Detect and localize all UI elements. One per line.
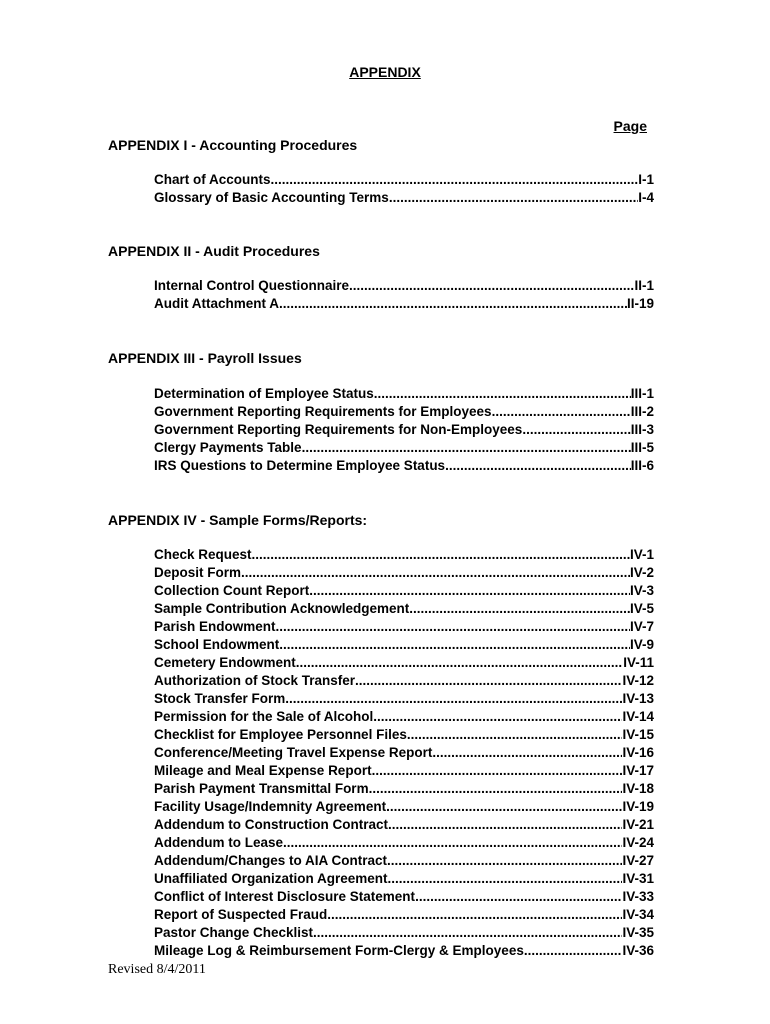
toc-entry	[154, 457, 654, 475]
toc-entry-page: III-2	[630, 404, 654, 419]
dot-leader	[276, 618, 630, 636]
dot-leader	[369, 780, 623, 798]
toc-entry-title: Addendum to Lease	[154, 835, 284, 850]
toc-entry-page: IV-14	[622, 709, 654, 724]
toc-entry-page: III-1	[630, 386, 654, 401]
toc-entry	[154, 870, 654, 888]
toc-entry	[154, 780, 654, 798]
revision-footer: Revised 8/4/2011	[108, 962, 206, 977]
dot-leader	[349, 277, 634, 295]
dot-leader	[387, 852, 622, 870]
dot-leader	[415, 888, 622, 906]
toc-entry-title: Parish Payment Transmittal Form	[154, 781, 369, 796]
dot-leader	[309, 582, 630, 600]
toc-entry-title: Deposit Form	[154, 565, 242, 580]
toc-entry	[154, 421, 654, 439]
toc-entry-title: Mileage Log & Reimbursement Form-Clergy & Employees	[154, 943, 524, 958]
dot-leader	[388, 870, 623, 888]
toc-entry	[154, 816, 654, 834]
toc-entry	[154, 888, 654, 906]
section-heading-3: APPENDIX III - Payroll Issues	[108, 350, 302, 366]
dot-leader	[409, 600, 630, 618]
toc-entry-page: IV-34	[622, 907, 654, 922]
dot-leader	[283, 834, 622, 852]
toc-entry-title: Internal Control Questionnaire	[154, 278, 350, 293]
toc-entry-page: IV-13	[622, 691, 654, 706]
toc-entry-page: III-6	[630, 458, 654, 473]
toc-entry	[154, 600, 654, 618]
toc-entry	[154, 798, 654, 816]
toc-entry-page: IV-11	[623, 655, 654, 670]
toc-entry	[154, 295, 654, 313]
toc-entry-page: IV-7	[629, 619, 654, 634]
dot-leader	[492, 403, 631, 421]
toc-entry-title: Unaffiliated Organization Agreement	[154, 871, 388, 886]
dot-leader	[373, 708, 622, 726]
dot-leader	[372, 762, 623, 780]
toc-entry-page: IV-16	[622, 745, 654, 760]
toc-entry-page: IV-17	[622, 763, 654, 778]
toc-entry	[154, 546, 654, 564]
toc-entry	[154, 171, 654, 189]
toc-entry-page: IV-24	[622, 835, 654, 850]
toc-entry-page: IV-15	[622, 727, 654, 742]
toc-list-1	[154, 171, 654, 207]
toc-entry-title: Government Reporting Requirements for Non-Employees	[154, 422, 523, 437]
dot-leader	[389, 189, 638, 207]
dot-leader	[296, 654, 623, 672]
toc-entry-title: Cemetery Endowment	[154, 655, 296, 670]
toc-entry-page: IV-9	[629, 637, 654, 652]
dot-leader	[386, 798, 622, 816]
toc-entry-page: IV-18	[622, 781, 654, 796]
toc-entry-title: Government Reporting Requirements for Employees	[154, 404, 492, 419]
toc-entry-page: III-3	[630, 422, 654, 437]
toc-entry-page: IV-1	[629, 547, 654, 562]
toc-entry-title: Conflict of Interest Disclosure Statement	[154, 889, 416, 904]
toc-entry-page: IV-2	[629, 565, 654, 580]
toc-entry-title: Check Request	[154, 547, 252, 562]
toc-entry	[154, 942, 654, 960]
toc-entry	[154, 403, 654, 421]
toc-entry-title: IRS Questions to Determine Employee Status	[154, 458, 446, 473]
toc-entry	[154, 690, 654, 708]
page-title: APPENDIX	[349, 64, 421, 80]
toc-entry	[154, 726, 654, 744]
toc-entry-title: Chart of Accounts	[154, 172, 271, 187]
toc-entry-title: Audit Attachment A	[154, 296, 279, 311]
toc-entry-page: III-5	[630, 440, 654, 455]
toc-entry-page: IV-35	[622, 925, 654, 940]
toc-entry-page: IV-12	[622, 673, 654, 688]
toc-entry-title: Checklist for Employee Personnel Files	[154, 727, 407, 742]
toc-entry-page: IV-36	[622, 943, 654, 958]
dot-leader	[327, 906, 622, 924]
toc-entry	[154, 439, 654, 457]
toc-entry-title: Sample Contribution Acknowledgement	[154, 601, 410, 616]
toc-entry-page: IV-27	[622, 853, 654, 868]
toc-entry	[154, 852, 654, 870]
page-column-header: Page	[613, 118, 647, 134]
toc-entry-title: Clergy Payments Table	[154, 440, 302, 455]
toc-entry	[154, 834, 654, 852]
toc-entry-title: Authorization of Stock Transfer	[154, 673, 356, 688]
toc-entry	[154, 385, 654, 403]
dot-leader	[279, 295, 627, 313]
toc-entry	[154, 906, 654, 924]
toc-entry-title: Determination of Employee Status	[154, 386, 374, 401]
toc-entry-page: I-4	[638, 190, 654, 205]
toc-entry-title: Pastor Change Checklist	[154, 925, 314, 940]
toc-entry-page: IV-31	[622, 871, 654, 886]
dot-leader	[522, 421, 630, 439]
toc-entry-title: Collection Count Report	[154, 583, 310, 598]
dot-leader	[271, 171, 639, 189]
toc-entry-title: Conference/Meeting Travel Expense Report	[154, 745, 433, 760]
toc-entry-title: Permission for the Sale of Alcohol	[154, 709, 374, 724]
toc-list-3	[154, 385, 654, 475]
dot-leader	[524, 942, 623, 960]
dot-leader	[313, 924, 622, 942]
toc-entry	[154, 924, 654, 942]
toc-entry	[154, 564, 654, 582]
toc-entry	[154, 618, 654, 636]
toc-list-4	[154, 546, 654, 960]
dot-leader	[252, 546, 630, 564]
toc-entry-page: II-1	[634, 278, 654, 293]
section-heading-2: APPENDIX II - Audit Procedures	[108, 243, 320, 259]
section-heading-1: APPENDIX I - Accounting Procedures	[108, 137, 358, 153]
toc-entry	[154, 762, 654, 780]
toc-entry-title: School Endowment	[154, 637, 280, 652]
toc-entry-title: Stock Transfer Form	[154, 691, 286, 706]
toc-entry	[154, 189, 654, 207]
dot-leader	[407, 726, 623, 744]
toc-entry	[154, 582, 654, 600]
toc-entry	[154, 744, 654, 762]
toc-entry-title: Addendum/Changes to AIA Contract	[154, 853, 388, 868]
dot-leader	[355, 672, 622, 690]
toc-entry	[154, 277, 654, 295]
toc-entry-title: Mileage and Meal Expense Report	[154, 763, 372, 778]
dot-leader	[388, 816, 622, 834]
dot-leader	[374, 385, 631, 403]
dot-leader	[445, 457, 631, 475]
toc-entry	[154, 672, 654, 690]
dot-leader	[285, 690, 622, 708]
section-heading-4: APPENDIX IV - Sample Forms/Reports:	[108, 512, 368, 528]
dot-leader	[302, 439, 631, 457]
toc-list-2	[154, 277, 654, 313]
toc-entry-page: IV-21	[622, 817, 654, 832]
toc-entry-title: Parish Endowment	[154, 619, 276, 634]
toc-entry-title: Report of Suspected Fraud	[154, 907, 328, 922]
dot-leader	[279, 636, 630, 654]
toc-entry-page: I-1	[638, 172, 654, 187]
toc-entry-page: IV-33	[622, 889, 654, 904]
toc-entry-page: II-19	[626, 296, 654, 311]
toc-entry-page: IV-19	[622, 799, 654, 814]
toc-entry	[154, 654, 654, 672]
toc-entry-title: Addendum to Construction Contract	[154, 817, 388, 832]
toc-entry	[154, 708, 654, 726]
dot-leader	[241, 564, 630, 582]
toc-entry-page: IV-5	[629, 601, 654, 616]
toc-entry-title: Glossary of Basic Accounting Terms	[154, 190, 389, 205]
dot-leader	[432, 744, 622, 762]
toc-entry-page: IV-3	[629, 583, 654, 598]
toc-entry-title: Facility Usage/Indemnity Agreement	[154, 799, 387, 814]
toc-entry	[154, 636, 654, 654]
